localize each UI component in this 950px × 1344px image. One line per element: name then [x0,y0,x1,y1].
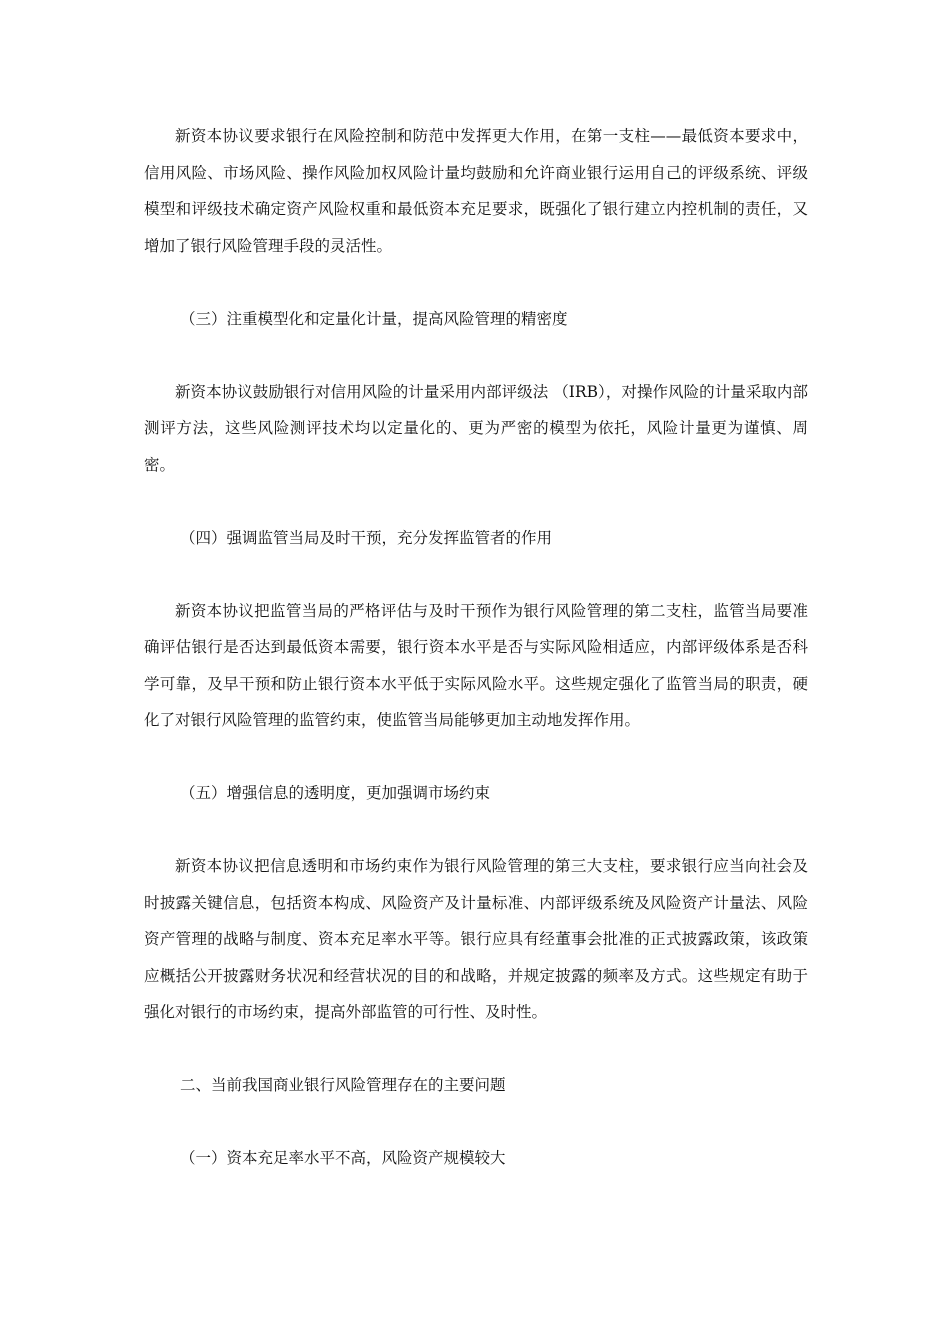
heading-section-three: （三）注重模型化和定量化计量，提高风险管理的精密度 [180,309,568,328]
paragraph-gap [144,483,808,520]
paragraph-gap [144,812,808,849]
paragraph-gap [144,1031,808,1068]
paragraph-gap [144,337,808,374]
heading-part-two: 二、当前我国商业银行风险管理存在的主要问题 [180,1076,506,1094]
paragraph-pillar-two: 新资本协议把监管当局的严格评估与及时干预作为银行风险管理的第二支柱，监管当局要准确评估银行是否达到最低资本需要，银行资本水平是否与实际风险相适应，内部评级体系是否科学可靠，及早干预和防止银行资本水平低于实际风险水平。这些规定强化了监管当局的职责，硬化了对银行风险管理的监管约束，使监管当局能够更加主动地发挥作用。 [144,601,808,729]
paragraph-pillar-three: 新资本协议把信息透明和市场约束作为银行风险管理的第三大支柱，要求银行应当向社会及时披露关键信息，包括资本构成、风险资产及计量标准、内部评级系统及风险资产计量法、风险资产管理的战略与制度、资本充足率水平等。银行应具有经董事会批准的正式披露政策，该政策应概括公开披露财务状况和经营状况的目的和战略，并规定披露的频率及方式。这些规定有助于强化对银行的市场约束，提高外部监管的可行性、及时性。 [144,857,808,1021]
heading-section-four: （四）强调监管当局及时干预，充分发挥监管者的作用 [180,528,553,547]
heading-section-five: （五）增强信息的透明度，更加强调市场约束 [180,784,491,802]
paragraph-gap [144,556,808,593]
document-page [144,118,808,1177]
paragraph-irb: 新资本协议鼓励银行对信用风险的计量采用内部评级法 （IRB），对操作风险的计量采取内部测评方法，这些风险测评技术均以定量化的、更为严密的模型为依托，风险计量更为谨慎、周密。 [144,382,808,474]
paragraph-pillar-one: 新资本协议要求银行在风险控制和防范中发挥更大作用，在第一支柱——最低资本要求中，信用风险、市场风险、操作风险加权风险计量均鼓励和允许商业银行运用自己的评级系统、评级模型和评级技术确定资产风险权重和最低资本充足要求，既强化了银行建立内控机制的责任，又增加了银行风险管理手段的灵活性。 [144,127,808,255]
paragraph-gap [144,264,808,301]
paragraph-gap [144,739,808,776]
paragraph-gap [144,1104,808,1141]
heading-subsection-one: （一）资本充足率水平不高，风险资产规模较大 [180,1149,506,1167]
